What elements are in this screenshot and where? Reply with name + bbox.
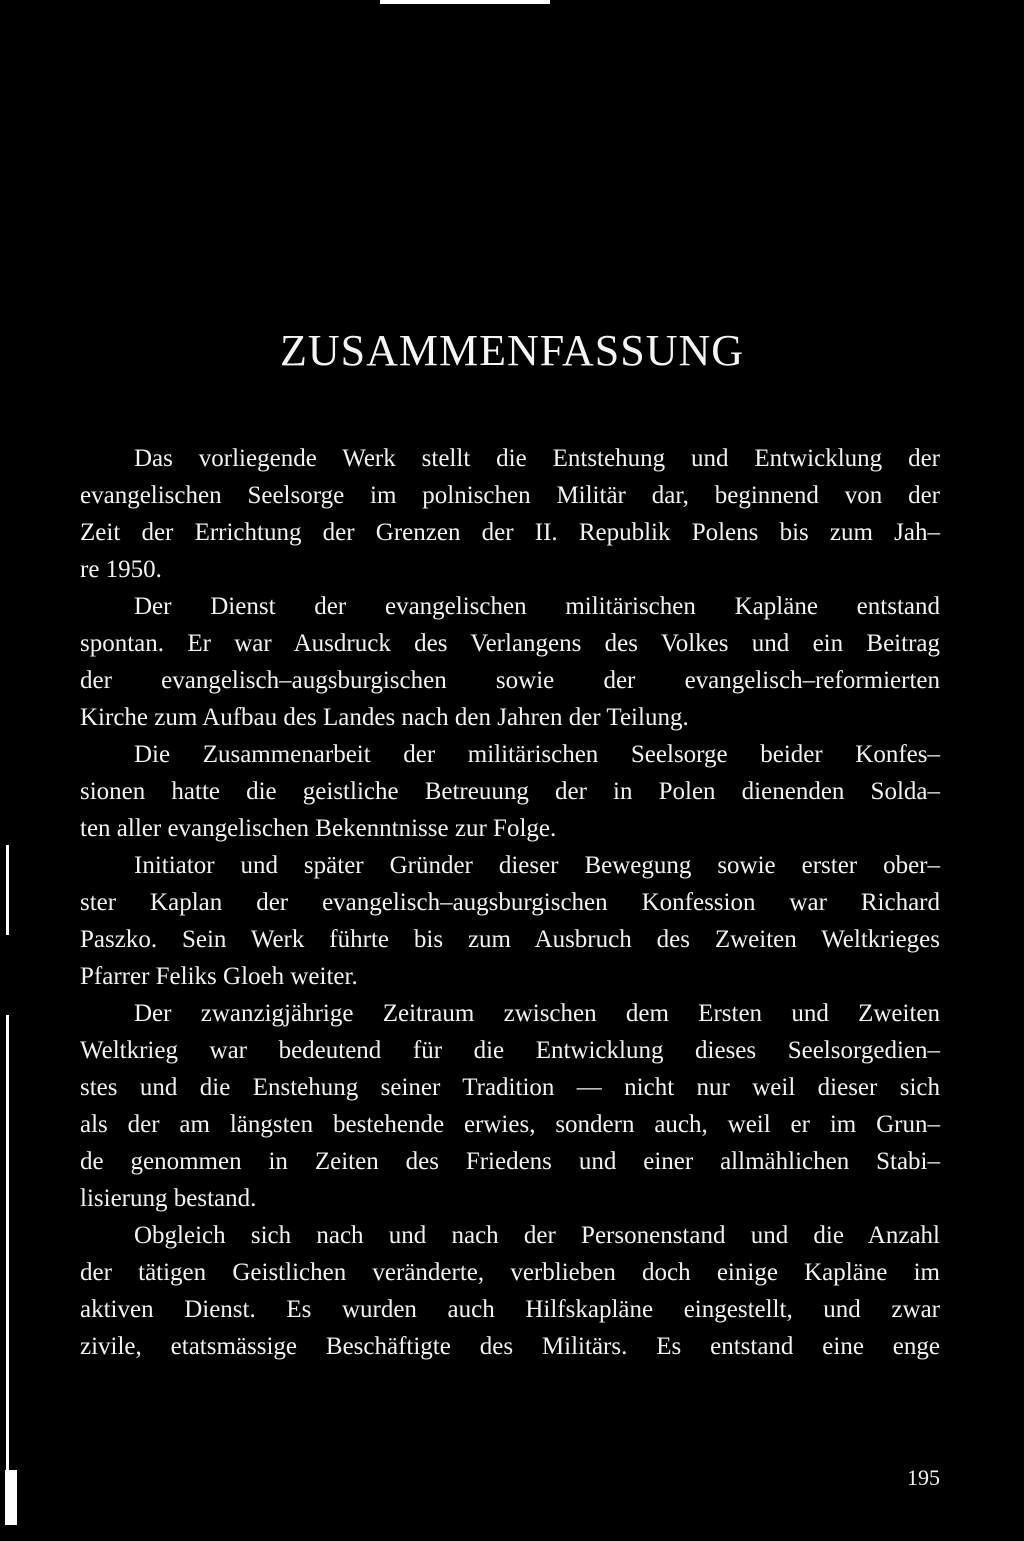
text-line: stes und die Enstehung seiner Tradition — nicht nur weil dieser sich <box>80 1074 940 1101</box>
text-line: der tätigen Geistlichen veränderte, verblieben doch einige Kapläne im <box>80 1259 940 1286</box>
summary-body <box>80 440 940 1440</box>
text-line: Die Zusammenarbeit der militärischen Seelsorge beider Konfes– <box>134 741 940 768</box>
text-line: Kirche zum Aufbau des Landes nach den Jahren der Teilung. <box>80 704 689 731</box>
text-line: sionen hatte die geistliche Betreuung der in Polen dienenden Solda– <box>80 778 940 805</box>
text-line: evangelischen Seelsorge im polnischen Militär dar, beginnend von der <box>80 482 940 509</box>
text-line: re 1950. <box>80 556 162 583</box>
text-line: zivile, etatsmässige Beschäftigte des Militärs. Es entstand eine enge <box>80 1333 940 1360</box>
text-line: spontan. Er war Ausdruck des Verlangens des Volkes und ein Beitrag <box>80 630 940 657</box>
scan-edge-mark <box>6 1015 9 1515</box>
text-line: Paszko. Sein Werk führte bis zum Ausbruch des Zweiten Weltkrieges <box>80 926 940 953</box>
text-line: Der zwanzigjährige Zeitraum zwischen dem Ersten und Zweiten <box>134 1000 940 1027</box>
text-line: de genommen in Zeiten des Friedens und einer allmählichen Stabi– <box>80 1148 940 1175</box>
text-line: aktiven Dienst. Es wurden auch Hilfskapläne eingestellt, und zwar <box>80 1296 940 1323</box>
text-line: lisierung bestand. <box>80 1185 257 1212</box>
text-line: Das vorliegende Werk stellt die Entstehung und Entwicklung der <box>134 445 940 472</box>
text-line: als der am längsten bestehende erwies, sondern auch, weil er im Grun– <box>80 1111 940 1138</box>
page-number: 195 <box>907 1465 940 1490</box>
scan-edge-block <box>5 1470 17 1525</box>
page-title: ZUSAMMENFASSUNG <box>279 326 745 375</box>
text-line: Pfarrer Feliks Gloeh weiter. <box>80 963 358 990</box>
text-line: Der Dienst der evangelischen militärischen Kapläne entstand <box>134 593 940 620</box>
text-line: der evangelisch–augsburgischen sowie der evangelisch–reformierten <box>80 667 940 694</box>
text-line: Zeit der Errichtung der Grenzen der II. Republik Polens bis zum Jah– <box>80 519 940 546</box>
text-line: Weltkrieg war bedeutend für die Entwicklung dieses Seelsorgedien– <box>80 1037 940 1064</box>
text-line: Initiator und später Gründer dieser Bewegung sowie erster ober– <box>134 852 940 879</box>
scan-edge-mark <box>6 845 9 935</box>
text-line: Obgleich sich nach und nach der Personenstand und die Anzahl <box>134 1222 940 1249</box>
text-line: ster Kaplan der evangelisch–augsburgischen Konfession war Richard <box>80 889 940 916</box>
text-line: ten aller evangelischen Bekenntnisse zur Folge. <box>80 815 557 842</box>
scan-top-bar <box>380 0 550 4</box>
